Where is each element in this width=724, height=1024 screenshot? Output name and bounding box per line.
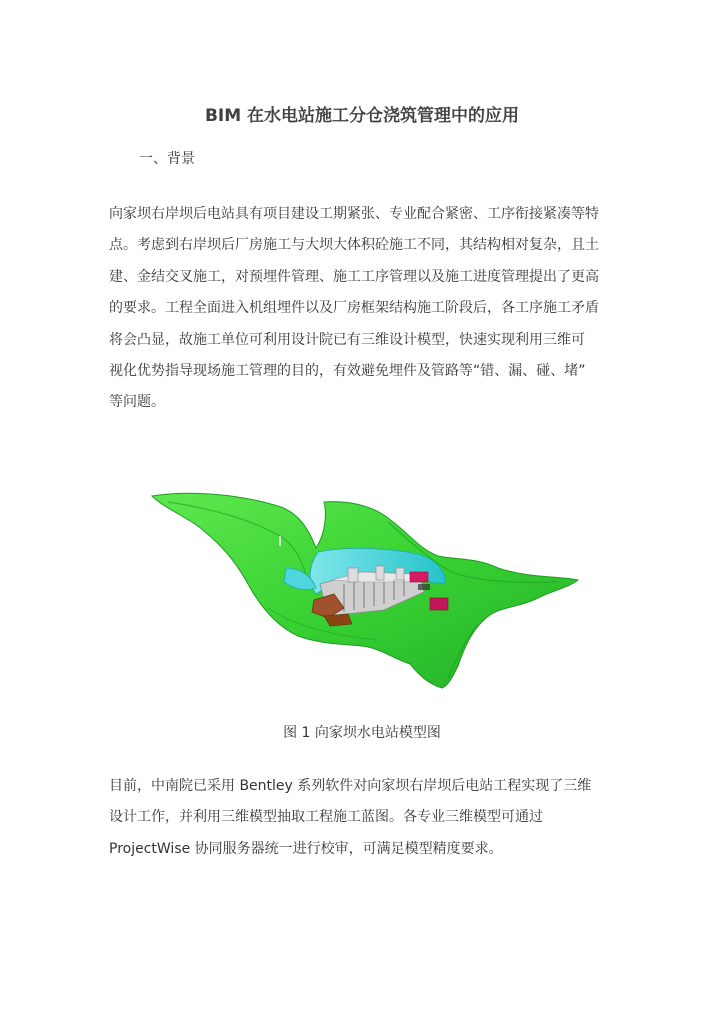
paragraph-line: 向家坝右岸坝后电站具有项目建设工期紧张、专业配合紧密、工序衔接紧凑等特 xyxy=(109,206,599,222)
paragraph-line: 建、金结交叉施工，对预埋件管理、施工工序管理以及施工进度管理提出了更高 xyxy=(109,268,599,285)
paragraph-line: 目前，中南院已采用 Bentley 系列软件对向家坝右岸坝后电站工程实现了三维 xyxy=(109,778,592,794)
paragraph-line: 将会凸显，故施工单位可利用设计院已有三维设计模型，快速实现利用三维可 xyxy=(109,331,585,348)
paragraph-line: 点。考虑到右岸坝后厂房施工与大坝大体积砼施工不同，其结构相对复杂，且土 xyxy=(109,237,599,254)
paragraph-line: 的要求。工程全面进入机组埋件以及厂房框架结构施工阶段后，各工序施工矛盾 xyxy=(109,300,599,317)
switchyard-equipment xyxy=(410,572,428,582)
figure-caption: 图 1 向家坝水电站模型图 xyxy=(283,725,441,741)
paragraph-current-status xyxy=(109,771,619,865)
paragraph-line: ProjectWise 协同服务器统一进行校审，可满足模型精度要求。 xyxy=(109,840,503,857)
document-title: BIM 在水电站施工分仓浇筑管理中的应用 xyxy=(204,106,520,126)
powerhouse-tower xyxy=(396,568,404,580)
paragraph-line: 视化优势指导现场施工管理的目的，有效避免埋件及管路等“错、漏、碰、堵” xyxy=(109,362,586,379)
section-heading: 一、背景 xyxy=(139,151,195,167)
paragraph-line: 等问题。 xyxy=(109,394,165,411)
powerhouse-tower xyxy=(376,566,384,580)
paragraph-line: 设计工作，并利用三维模型抽取工程施工蓝图。各专业三维模型可通过 xyxy=(109,809,543,826)
hydropower-model-figure xyxy=(148,488,582,692)
switchyard-equipment xyxy=(430,598,448,610)
switchyard-frame xyxy=(418,584,430,590)
powerhouse-tower xyxy=(348,568,358,582)
paragraph-background xyxy=(109,199,619,419)
